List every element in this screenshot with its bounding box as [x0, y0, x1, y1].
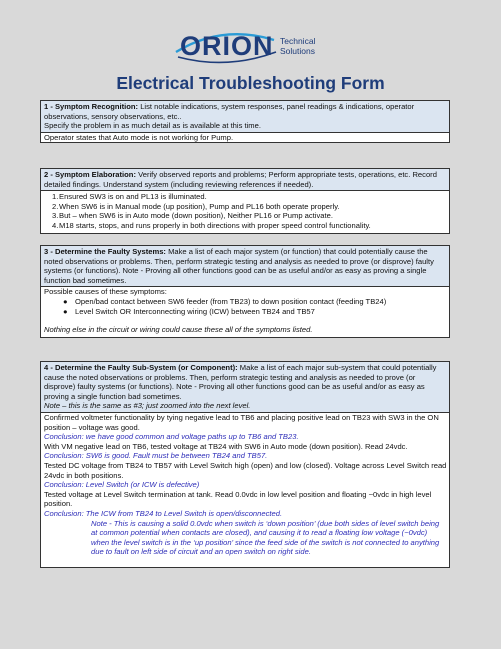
- logo-wordmark: ORION: [180, 31, 274, 61]
- section-4-conclusion-4: Conclusion: The ICW from TB24 to Level Switch is open/disconnected.: [44, 508, 283, 518]
- logo-sub-line1: Technical: [280, 36, 316, 46]
- section-3-instructions: Make a list of each major system (or function) that could potentially cause the noted observations or problems. Then, perform strategic testing and analysis as needed to prove (or disprove) faulty systems (or functions). Note - Proving all other functions good can be as useful and/or as easy as proving a single function bad sometimes.: [44, 247, 434, 285]
- section-symptom-elaboration: [40, 168, 450, 234]
- section-faulty-subsystem: [40, 361, 450, 568]
- list-item: ● Open/bad contact between SW6 feeder (from TB23) to down position contact (feeding TB24): [63, 296, 387, 306]
- section-2-list: [41, 191, 449, 232]
- section-4-header: [41, 362, 449, 413]
- section-3-footer: Nothing else in the circuit or wiring could cause these all of the symptoms listed.: [44, 325, 313, 335]
- section-3-heading: 3 - Determine the Faulty Systems:: [44, 247, 166, 256]
- section-4-finding-4: Tested voltage at Level Switch termination at tank. Read 0.0vdc in low level position and floating ~0vdc in high level position.: [44, 489, 432, 509]
- orion-logo: [172, 30, 342, 66]
- section-2-header: [41, 169, 449, 191]
- logo-subtitle: [280, 36, 340, 56]
- list-item: 4. M18 starts, stops, and runs properly in both directions with proper speed control functionality.: [52, 220, 371, 230]
- section-1-instructions: List notable indications, system responses, panel readings & indications, operator observations, sensory observations, etc..: [44, 102, 415, 121]
- section-2-heading: 2 - Symptom Elaboration:: [44, 170, 136, 179]
- spacer: [41, 316, 449, 325]
- list-item: 2. When SW6 is in Manual mode (up position), Pump and PL16 both operate properly.: [52, 201, 340, 211]
- list-item: ● Level Switch OR Interconnecting wiring (ICW) between TB24 and TB57: [63, 306, 315, 316]
- section-4-instructions: Make a list of each major sub-system that could potentially cause the noted observations or problems. Then, perform strategic testing and analysis as needed to prove (or disprove) faulty systems (or functions). Note - Proving all other functions good can be as useful and/or as easy as proving a single function bad sometimes.: [44, 363, 437, 401]
- section-4-final-note: Note - This is causing a solid 0.0vdc when switch is ‘down position’ (due both sides of level switch being at common potential when contacts are closed), and causing it to read a floating low voltage (~0vdc) when the level switch is in the ‘up position’ since the feed side of the switch is not connected to anything due to fault on left side of circuit and an open switch on right side.: [91, 518, 440, 557]
- section-4-note: Note – this is the same as #3; just zoomed into the next level.: [44, 401, 251, 411]
- section-4-conclusion-3: Conclusion: Level Switch (or ICW is defective): [44, 480, 200, 490]
- list-item: 3. But – when SW6 is in Auto mode (down position), Neither PL16 or Pump activate.: [52, 211, 333, 221]
- section-1-instructions-2: Specify the problem in as much detail as is available at this time.: [44, 121, 261, 131]
- section-3-header: [41, 246, 449, 287]
- form-title: Electrical Troubleshooting Form: [116, 73, 385, 93]
- section-4-heading: 4 - Determine the Faulty Sub-System (or Component):: [44, 363, 238, 372]
- section-4-conclusion-2: Conclusion: SW6 is good. Fault must be between TB24 and TB57.: [44, 451, 268, 461]
- logo-sub-line2: Solutions: [280, 46, 315, 56]
- section-1-heading: 1 - Symptom Recognition:: [44, 102, 139, 111]
- section-2-instructions: Verify observed reports and problems; Perform appropriate tests, operations, etc. Record detailed findings. Understand system (including reviewing references if needed).: [44, 170, 437, 189]
- list-item: 1. Ensured SW3 is on and PL13 is illuminated.: [52, 192, 207, 202]
- section-4-finding-2: With VM negative lead on TB6, tested voltage at TB24 with SW6 in Auto mode (down position). Read 24vdc.: [44, 441, 408, 451]
- section-symptom-recognition: [40, 100, 450, 143]
- section-1-finding: Operator states that Auto mode is not working for Pump.: [44, 132, 234, 142]
- section-faulty-systems: [40, 245, 450, 338]
- section-4-conclusion-1: Conclusion: we have good common and voltage paths up to TB6 and TB23.: [44, 432, 299, 442]
- section-4-finding-3: Tested DC voltage from TB24 to TB57 with Level Switch high (open) and low (closed). Voltage across Level Switch read 24vdc in both positions.: [44, 460, 447, 480]
- section-1-header: [41, 101, 449, 133]
- section-3-intro: Possible causes of these symptoms:: [44, 287, 167, 297]
- section-4-finding-1: Confirmed voltmeter functionality by tying negative lead to TB6 and placing positive lead on TB23 with SW3 in the ON position – voltage was good.: [44, 412, 439, 432]
